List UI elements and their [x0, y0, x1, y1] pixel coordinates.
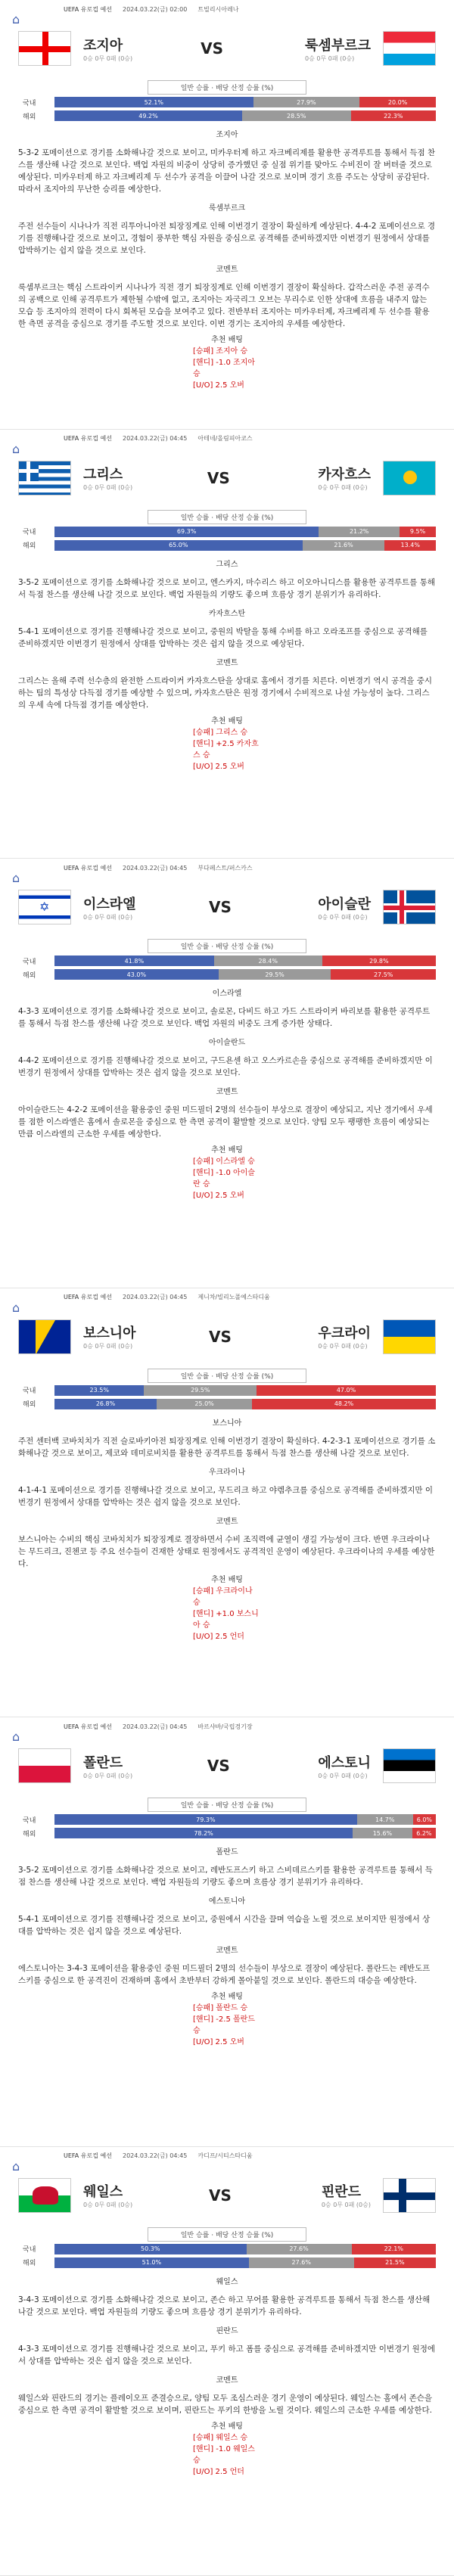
- away-probability: 29.8%: [322, 956, 436, 966]
- odds-row: [18, 110, 436, 122]
- pick-item: [핸디] -1.0 웨일스 승: [193, 2444, 255, 2465]
- draw-probability: 14.7%: [357, 1814, 413, 1825]
- away-team-name: 아이슬란: [318, 896, 371, 912]
- away-team-info: [305, 35, 371, 63]
- picks-title: 추천 배팅: [211, 2422, 243, 2431]
- comment-text: 웨일스와 핀란드의 경기는 플레이오프 준결승으로, 양팀 모두 조심스러운 경기 운영이 예상된다. 웨일스는 홈에서 존슨을 중심으로 한 측면 공격이 활발할 것으로 보이며, 핀란드는 푸키의 한방을 노릴 것이다. 웨일스의 근소한 우세를 예상한다.: [18, 2393, 433, 2415]
- odds-row: [18, 539, 436, 552]
- away-team: [318, 461, 436, 496]
- odds-row: [18, 2243, 436, 2255]
- home-team-info: [83, 35, 132, 63]
- odds-header: 일반 승률 · 배당 산정 승률 (%): [148, 2227, 306, 2242]
- away-probability: 6.0%: [413, 1814, 436, 1825]
- match-card: [0, 1717, 454, 2147]
- pick-item: [승패] 우크라이나 승: [193, 1586, 253, 1607]
- odds-header: 일반 승률 · 배당 산정 승률 (%): [148, 939, 306, 953]
- away-probability: 22.3%: [351, 110, 436, 121]
- odds-row: [18, 96, 436, 108]
- away-team: [318, 890, 436, 924]
- estonia-flag-icon: [383, 1748, 436, 1783]
- home-team-record: 0승 0무 0패 (0승): [83, 1343, 133, 1350]
- home-team-info: [83, 2181, 132, 2209]
- odds-row: [18, 1398, 436, 1410]
- odds-row: [18, 968, 436, 980]
- away-team-info: [322, 2181, 371, 2209]
- league-name: UEFA 유로컵 예선: [64, 1723, 112, 1730]
- match-date: 2024.03.22(금) 04:45: [122, 435, 188, 442]
- match-meta: [18, 1717, 436, 1735]
- away-team-name: 카자흐스: [318, 467, 371, 483]
- home-team: [18, 2178, 132, 2213]
- comment-title: 코멘트: [216, 658, 238, 667]
- odds-bar: [54, 1399, 436, 1409]
- away-probability: 13.4%: [384, 540, 436, 551]
- away-team-name: 룩셈부르크: [305, 37, 371, 54]
- home-analysis-title: 보스니아: [212, 1419, 242, 1428]
- teams-row: [18, 2165, 436, 2226]
- away-probability: 47.0%: [257, 1385, 436, 1396]
- match-card: [0, 0, 454, 430]
- away-analysis-title: 에스토니아: [208, 1897, 246, 1906]
- away-probability: 6.2%: [412, 1828, 436, 1838]
- match-card: [0, 2147, 454, 2576]
- away-analysis-title: 카자흐스탄: [208, 609, 246, 618]
- pick-item: [U/O] 2.5 언더: [193, 2467, 244, 2476]
- betting-picks: [193, 1145, 261, 1201]
- home-team-record: 0승 0무 0패 (0승): [83, 1772, 133, 1779]
- home-probability: 65.0%: [54, 540, 303, 551]
- odds-row-label: 국내: [23, 2246, 36, 2254]
- away-team-name: 우크라이: [318, 1325, 371, 1341]
- home-analysis-title: 그리스: [216, 560, 238, 569]
- comment-title: 코멘트: [216, 1947, 238, 1955]
- home-probability: 41.8%: [54, 956, 214, 966]
- odds-bar: [54, 956, 436, 966]
- pick-item: [핸디] +2.5 카자흐스 승: [193, 739, 259, 760]
- finland-flag-icon: [383, 2178, 436, 2213]
- draw-probability: 27.6%: [249, 2257, 354, 2268]
- picks-title: 추천 배팅: [211, 1993, 243, 2001]
- match-venue: 부다페스트/퍼스카스: [197, 864, 253, 872]
- pick-item: [승패] 이스라엘 승: [193, 1157, 255, 1166]
- home-icon[interactable]: ⌂: [12, 12, 20, 26]
- home-analysis-text: 3-5-2 포메이션으로 경기를 소화해나갈 것으로 보이고, 엔스카지, 마수리스 하고 이오아니디스를 활용한 공격루트를 통해서 득점 찬스를 생산해 나갈 것으로 보인다. 백업 자원들의 기량도 좋으며 흐름상 경기 분위기가 유리하다.: [18, 577, 436, 599]
- teams-row: [18, 877, 436, 937]
- odds-header: 일반 승률 · 배당 산정 승률 (%): [148, 1798, 306, 1812]
- away-team-record: 0승 0무 0패 (0승): [305, 54, 355, 62]
- israel-flag-icon: ✡: [18, 890, 71, 924]
- pick-item: [핸디] -2.5 폴란드 승: [193, 2015, 255, 2035]
- away-analysis-text: 4-4-2 포메이션으로 경기를 진행해나갈 것으로 보이고, 구드욘센 하고 오스카르손을 중심으로 공격해를 준비하겠지만 이번경기 원정에서 상대를 압박하는 것은 쉽지 않을 것으로 보인다.: [18, 1056, 433, 1077]
- away-analysis-text: 5-4-1 포메이션으로 경기를 진행해나갈 것으로 보이고, 중원의 박탈을 통해 수비를 하고 오라조프를 중심으로 공격해를 준비하겠지만 이번경기 원정에서 상대를 압박하는 것은 쉽지 않을 것으로 예상된다.: [18, 626, 428, 648]
- home-icon[interactable]: ⌂: [12, 1300, 20, 1315]
- draw-probability: 28.5%: [242, 110, 351, 121]
- home-probability: 50.3%: [54, 2244, 247, 2254]
- odds-row-label: 국내: [23, 529, 36, 536]
- home-analysis-text: 4-3-3 포메이션으로 경기를 소화해나갈 것으로 보이고, 솔로몬, 다비드 하고 가드 스트라이커 바리보를 활용한 공격루트를 통해서 득점 찬스를 생산해 나갈 것으로 보인다. 백업 자원의 비중도 크게 증가한 상태다.: [18, 1007, 431, 1028]
- away-team: [322, 2178, 436, 2213]
- match-meta: [18, 430, 436, 448]
- away-probability: 9.5%: [400, 527, 436, 537]
- comment-title: 코멘트: [216, 266, 238, 274]
- teams-row: [18, 1735, 436, 1796]
- draw-probability: 29.5%: [144, 1385, 257, 1396]
- away-team-record: 0승 0무 0패 (0승): [318, 1343, 368, 1350]
- betting-picks: [193, 2421, 261, 2478]
- luxembourg-flag-icon: [383, 31, 436, 66]
- home-team: [18, 1319, 136, 1354]
- odds-bar: [54, 1814, 436, 1825]
- home-team-name: 조지아: [83, 37, 123, 54]
- league-name: UEFA 유로컵 예선: [64, 864, 112, 872]
- draw-probability: 21.6%: [303, 540, 385, 551]
- home-probability: 51.0%: [54, 2257, 249, 2268]
- home-icon[interactable]: ⌂: [12, 871, 20, 885]
- away-probability: 20.0%: [359, 97, 436, 107]
- home-analysis-text: 주전 센터백 코바치치가 직전 슬로바키아전 퇴장징계로 인해 이번경기 결장이 확실하다. 4-2-3-1 포메이션으로 경기를 소화해나갈 것으로 보이고, 제코와 데미로비치를 활용한 공격루트를 통해서 득점 찬스를 생산해 나갈 것으로 보인다.: [18, 1436, 436, 1458]
- home-probability: 49.2%: [54, 110, 242, 121]
- vs-label: VS: [209, 898, 232, 916]
- away-team-info: [318, 464, 371, 492]
- home-team-name: 그리스: [83, 467, 123, 483]
- vs-label: VS: [209, 2186, 232, 2205]
- match-venue: 바르샤바/국립경기장: [197, 1723, 253, 1730]
- odds-bar: [54, 1828, 436, 1838]
- home-analysis-title: 웨일스: [216, 2277, 238, 2286]
- home-team: [18, 890, 136, 924]
- pick-item: [핸디] +1.0 보스니아 승: [193, 1609, 259, 1630]
- vs-label: VS: [207, 468, 230, 487]
- match-venue: 제니차/빌리노폴예스타디움: [197, 1294, 270, 1300]
- pick-item: [U/O] 2.5 오버: [193, 2038, 244, 2046]
- away-probability: 48.2%: [252, 1399, 436, 1409]
- odds-bar: [54, 527, 436, 537]
- georgia-flag-icon: [18, 31, 71, 66]
- ukraine-flag-icon: [383, 1319, 436, 1354]
- pick-item: [U/O] 2.5 오버: [193, 1192, 244, 1200]
- comment-text: 그리스는 올해 주력 선수층의 완전한 스트라이커 카자흐스탄을 상대로 홈에서 경기를 치른다. 이번경기 역시 공격을 중시하는 팀의 특성상 다득점 경기를 예상할 수 있으며, 카자흐스탄은 원정 경기에서 수비적으로 나설 가능성이 높다. 그리스의 우세 속에 다득점 경기를 예상한다.: [18, 676, 433, 710]
- home-probability: 78.2%: [54, 1828, 353, 1838]
- away-analysis-text: 주전 선수들이 시나나가 직전 리투아니아전 퇴장징계로 인해 이번경기 결장이 확실하게 예상된다. 4-4-2 포메이션으로 경기를 진행해나갈 것으로 보이고, 경험이 풍부한 핵심 자원을 중심으로 공격해를 준비하겠지만 이번경기 원정에서 상대를 압박하기는 쉽지 않을 것으로 보인다.: [18, 222, 436, 255]
- match-date: 2024.03.22(금) 04:45: [122, 2152, 188, 2159]
- odds-row-label: 국내: [23, 1387, 36, 1395]
- vs-label: VS: [207, 1757, 230, 1775]
- away-team-record: 0승 0무 0패 (0승): [321, 2202, 371, 2208]
- match-date: 2024.03.22(금) 02:00: [122, 5, 188, 13]
- picks-title: 추천 배팅: [211, 1146, 243, 1154]
- comment-title: 코멘트: [216, 1517, 238, 1526]
- match-venue: 트빌리시아레나: [197, 5, 239, 13]
- betting-picks: [193, 1991, 261, 2048]
- away-analysis-text: 4-3-3 포메이션으로 경기를 진행해나갈 것으로 보이고, 푸키 하고 폼를 중심으로 공격해를 준비하겠지만 이번경기 원정에서 상대를 압박하는 것은 쉽지 않을 것으로 보인다.: [18, 2344, 436, 2366]
- odds-row: [18, 1827, 436, 1839]
- match-card: [0, 430, 454, 859]
- home-analysis-text: 3-4-3 포메이션으로 경기를 소화해나갈 것으로 보이고, 존슨 하고 무어를 활용한 공격루트를 통해서 득점 찬스를 생산해 나갈 것으로 보인다. 백업 자원들의 기량도 좋으며 흐름상 경기 분위기가 유리하다.: [18, 2295, 431, 2317]
- odds-row-label: 국내: [23, 99, 36, 107]
- match-venue: 카디프/시티스타디움: [197, 2152, 253, 2159]
- away-team-info: [318, 1322, 371, 1350]
- wales-flag-icon: [18, 2178, 71, 2213]
- pick-item: [U/O] 2.5 언더: [193, 1632, 244, 1641]
- iceland-flag-icon: [383, 890, 436, 924]
- comment-text: 에스토니아는 3-4-3 포메이션을 활용중인 중원 미드필더 2명의 선수들이 부상으로 결장이 예상된다. 폴란드는 레반도프스키를 중심으로 한 공격진이 건재하며 홈에서 초반부터 강하게 몰아붙일 것으로 보인다. 폴란드의 대승을 예상한다.: [18, 1964, 431, 1985]
- home-team-name: 폴란드: [83, 1754, 123, 1771]
- odds-bar: [54, 110, 436, 121]
- vs-label: VS: [209, 1327, 232, 1346]
- home-team-record: 0승 0무 0패 (0승): [83, 484, 133, 491]
- draw-probability: 27.9%: [253, 97, 360, 107]
- odds-row: [18, 2257, 436, 2269]
- draw-probability: 29.5%: [219, 969, 331, 980]
- home-team-info: [83, 893, 136, 921]
- pick-item: [승패] 폴란드 승: [193, 2004, 248, 2012]
- pick-item: [승패] 그리스 승: [193, 728, 248, 737]
- match-meta: [18, 1288, 436, 1307]
- odds-header: 일반 승률 · 배당 산정 승률 (%): [148, 510, 306, 524]
- home-probability: 52.1%: [54, 97, 253, 107]
- home-team-record: 0승 0무 0패 (0승): [83, 54, 133, 62]
- odds-row-label: 해외: [23, 971, 36, 980]
- odds-bar: [54, 2257, 436, 2268]
- away-team-name: 핀란드: [321, 2184, 361, 2200]
- away-team-record: 0승 0무 0패 (0승): [318, 484, 368, 491]
- home-team-record: 0승 0무 0패 (0승): [83, 2202, 133, 2208]
- odds-row-label: 해외: [23, 113, 36, 121]
- home-icon[interactable]: ⌂: [12, 441, 20, 456]
- home-icon[interactable]: ⌂: [12, 1729, 20, 1744]
- match-date: 2024.03.22(금) 04:45: [122, 1723, 188, 1730]
- home-analysis-title: 이스라엘: [212, 990, 242, 998]
- away-team-record: 0승 0무 0패 (0승): [318, 1772, 368, 1779]
- odds-bar: [54, 969, 436, 980]
- match-meta: [18, 0, 436, 18]
- league-name: UEFA 유로컵 예선: [64, 435, 112, 442]
- home-team: [18, 461, 132, 496]
- draw-probability: 27.6%: [247, 2244, 352, 2254]
- odds-row-label: 해외: [23, 1401, 36, 1409]
- vs-label: VS: [201, 39, 224, 57]
- pick-item: [핸디] -1.0 아이슬란 승: [193, 1169, 255, 1189]
- away-team-record: 0승 0무 0패 (0승): [318, 913, 368, 921]
- home-icon[interactable]: ⌂: [12, 2158, 20, 2174]
- pick-item: [U/O] 2.5 오버: [193, 762, 244, 771]
- odds-bar: [54, 97, 436, 107]
- home-probability: 69.3%: [54, 527, 319, 537]
- comment-title: 코멘트: [216, 2376, 238, 2385]
- odds-header: 일반 승률 · 배당 산정 승률 (%): [148, 1369, 306, 1383]
- league-name: UEFA 유로컵 예선: [64, 5, 112, 13]
- betting-picks: [193, 1574, 261, 1642]
- teams-row: [18, 18, 436, 79]
- home-probability: 43.0%: [54, 969, 219, 980]
- comment-text: 룩셈부르크는 핵심 스트라이커 시나나가 직전 경기 퇴장징계로 인해 이번경기 결장이 확실하다. 갑작스러운 주전 공격수의 공백으로 인해 공격루트가 제한될 수밖에 없고, 조지아는 자국리그 오브는 무리수로 인한 상대에 흐름을 내주지 않는 모습 등 조지아의 전력이 다시 회복된 모습을 보여주고 있다. 전반부터 조지아는 미카우터제, 자크베리제 두 선수를 활용한 측면 공격을 중심으로 경기를 주도할 것으로 보인다. 이번 경기는 조지아의 우세를 예상한다.: [18, 283, 430, 328]
- pick-item: [U/O] 2.5 오버: [193, 381, 244, 390]
- comment-text: 보스니아는 수비의 핵심 코바치치가 퇴장징계로 결장하면서 수비 조직력에 균열이 생길 가능성이 크다. 반면 우크라이나는 무드리크, 진첸코 등 주요 선수들이 건재한 상태로 원정에서도 공격적인 운영이 예상된다. 우크라이나의 우세를 예상한다.: [18, 1534, 435, 1568]
- odds-row: [18, 1813, 436, 1826]
- picks-title: 추천 배팅: [211, 1575, 243, 1584]
- odds-row-label: 해외: [23, 1830, 36, 1838]
- odds-header: 일반 승률 · 배당 산정 승률 (%): [148, 80, 306, 95]
- home-team-name: 웨일스: [83, 2184, 123, 2200]
- home-team: [18, 31, 132, 66]
- picks-title: 추천 배팅: [211, 716, 243, 726]
- teams-row: [18, 1307, 436, 1367]
- away-analysis-title: 룩셈부르크: [208, 204, 246, 213]
- away-analysis-text: 4-1-4-1 포메이션으로 경기를 진행해나갈 것으로 보이고, 무드리크 하고 야렘추크를 중심으로 공격해를 준비하겠지만 이번경기 원정에서 상대를 압박하는 것은 쉽지 않을 것으로 보인다.: [18, 1485, 434, 1507]
- away-team: [305, 31, 436, 66]
- betting-picks: [193, 716, 261, 772]
- match-card: [0, 1288, 454, 1718]
- away-team: [318, 1748, 436, 1783]
- betting-picks: [193, 334, 261, 391]
- odds-row: [18, 955, 436, 967]
- home-probability: 79.3%: [54, 1814, 357, 1825]
- odds-row: [18, 1384, 436, 1397]
- home-team-info: [83, 1322, 136, 1350]
- draw-probability: 15.6%: [353, 1828, 412, 1838]
- home-analysis-text: 3-5-2 포메이션으로 경기를 소화해나갈 것으로 보이고, 레반도프스키 하고 스비데르스키를 활용한 공격루트를 통해서 득점 찬스를 생산해 나갈 것으로 보인다. 백업 자원들의 기량도 좋으며 흐름상 경기 분위기가 유리하다.: [18, 1866, 433, 1887]
- pick-item: [승패] 조지아 승: [193, 347, 248, 356]
- home-team-info: [83, 464, 132, 492]
- home-probability: 23.5%: [54, 1385, 144, 1396]
- away-probability: 22.1%: [352, 2244, 436, 2254]
- odds-row-label: 국내: [23, 958, 36, 966]
- match-meta: [18, 859, 436, 877]
- away-team-name: 에스토니: [318, 1754, 371, 1771]
- odds-row: [18, 526, 436, 538]
- poland-flag-icon: [18, 1748, 71, 1783]
- draw-probability: 25.0%: [157, 1399, 252, 1409]
- home-analysis-title: 조지아: [216, 131, 238, 139]
- kazakhstan-flag-icon: [383, 461, 436, 496]
- match-date: 2024.03.22(금) 04:45: [122, 864, 188, 872]
- away-team-info: [318, 1752, 371, 1780]
- away-team-info: [318, 893, 371, 921]
- home-team-name: 보스니아: [83, 1325, 136, 1341]
- match-date: 2024.03.22(금) 04:45: [122, 1294, 188, 1300]
- away-analysis-title: 아이슬란드: [208, 1039, 246, 1047]
- odds-bar: [54, 1385, 436, 1396]
- odds-row-label: 해외: [23, 542, 36, 550]
- home-analysis-text: 5-3-2 포메이션으로 경기를 소화해나갈 것으로 보이고, 미카우터제 하고 자크베리제를 활용한 공격루트를 통해서 득점 찬스를 생산해 나갈 것으로 보인다. 백업 자원의 비중이 상당히 증가했던 중 실점 위기를 맞아도 수비진이 잘 버텨줄 것으로 예상된다. 미카우터제 하고 자크베리제 두 선수가 공격을 이끌어 나갈 것으로 보이며 경기 흐름 주도는 상당히 공감된다. 따라서 조지아의 무난한 승리를 예상한다.: [18, 148, 436, 194]
- away-probability: 27.5%: [331, 969, 436, 980]
- bosnia-flag-icon: [18, 1319, 71, 1354]
- greece-flag-icon: [18, 461, 71, 496]
- odds-row-label: 해외: [23, 2260, 36, 2267]
- comment-title: 코멘트: [216, 1088, 238, 1096]
- home-analysis-title: 폴란드: [216, 1848, 238, 1857]
- odds-bar: [54, 2244, 436, 2254]
- home-team-info: [83, 1752, 132, 1780]
- teams-row: [18, 448, 436, 508]
- match-card: [0, 859, 454, 1288]
- home-team-record: 0승 0무 0패 (0승): [83, 913, 133, 921]
- picks-title: 추천 배팅: [211, 336, 243, 344]
- odds-row-label: 국내: [23, 1816, 36, 1825]
- match-venue: 아테네/올림피아코스: [197, 435, 253, 442]
- home-team-name: 이스라엘: [83, 896, 136, 912]
- away-probability: 21.5%: [354, 2257, 436, 2268]
- league-name: UEFA 유로컵 예선: [64, 2152, 112, 2159]
- pick-item: [승패] 웨일스 승: [193, 2433, 248, 2442]
- draw-probability: 21.2%: [319, 527, 400, 537]
- odds-bar: [54, 540, 436, 551]
- match-meta: [18, 2147, 436, 2165]
- league-name: UEFA 유로컵 예선: [64, 1294, 112, 1300]
- comment-text: 아이슬란드는 4-2-2 포메이션을 활용중인 중원 미드필더 2명의 선수들이 부상으로 결장이 예상되고, 지난 경기에서 우세를 점한 이스라엘은 홈에서 솔로몬을 중심으로 한 측면 공격이 활발할 것으로 보인다. 양팀 모두 팽팽한 흐름이 예상되는 만큼 이스라엘의 근소한 우세를 예상한다.: [18, 1105, 433, 1139]
- away-analysis-title: 핀란드: [216, 2326, 238, 2335]
- away-team: [318, 1319, 436, 1354]
- away-analysis-title: 우크라이나: [208, 1468, 246, 1477]
- away-analysis-text: 5-4-1 포메이션으로 경기를 진행해나갈 것으로 보이고, 중원에서 시간을 끌며 역습을 노릴 것으로 보이지만 원정에서 상대를 압박하는 것은 쉽지 않을 것으로 예상된다.: [18, 1915, 431, 1936]
- draw-probability: 28.4%: [214, 956, 322, 966]
- home-team: [18, 1748, 132, 1783]
- home-probability: 26.8%: [54, 1399, 157, 1409]
- pick-item: [핸디] -1.0 조지아 승: [193, 359, 255, 378]
